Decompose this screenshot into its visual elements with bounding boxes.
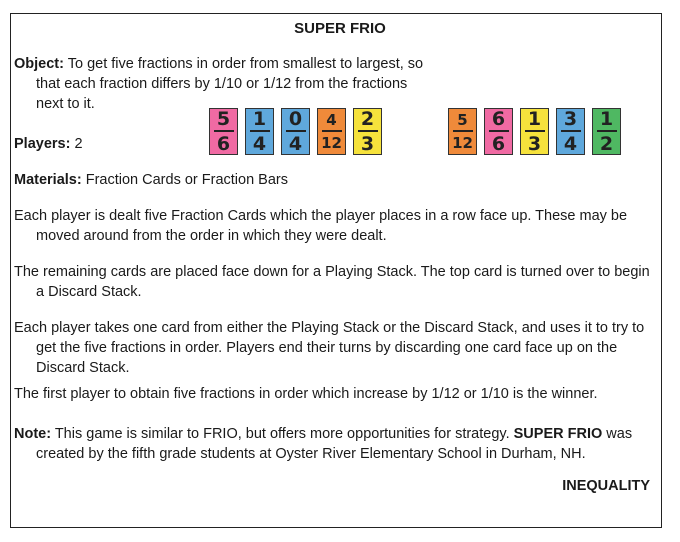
fraction-numerator: 6: [491, 108, 506, 130]
fraction-denominator: 3: [360, 133, 375, 155]
object-text: To get five fractions in order from smallest to largest, so that each fraction differs by 1/10 or 1/12 from the fractions next to it.: [36, 56, 424, 112]
turn-paragraph: Each player takes one card from either the Playing Stack or the Discard Stack, and uses it to try to get the five fractions in order. Players end their turns by discarding one card face up on the Discard Stack.: [14, 320, 645, 376]
fraction-bar: [525, 130, 545, 132]
fraction-bar: [322, 130, 342, 132]
materials-text: Fraction Cards or Fraction Bars: [81, 172, 288, 188]
fraction-card: [484, 108, 513, 155]
winner-paragraph: The first player to obtain five fractions in order which increase by 1/12 or 1/10 is the winner.: [14, 386, 598, 402]
fraction-denominator: 3: [527, 133, 542, 155]
category-footer: INEQUALITY: [562, 478, 650, 494]
note-paragraph: [14, 424, 659, 464]
stack-paragraph: The remaining cards are placed face down for a Playing Stack. The top card is turned over to begin a Discard Stack.: [14, 264, 650, 300]
fraction-denominator: 4: [252, 133, 267, 155]
fraction-card: [245, 108, 274, 155]
fraction-numerator: 1: [527, 108, 542, 130]
fraction-bar: [561, 130, 581, 132]
note-label: Note:: [14, 426, 52, 442]
fraction-numerator: 1: [252, 108, 267, 130]
materials-paragraph: [14, 170, 659, 190]
fraction-cards-hand-2: [448, 108, 621, 155]
fraction-card: [317, 108, 346, 155]
fraction-numerator: 5: [216, 108, 231, 130]
fraction-denominator: 2: [599, 133, 614, 155]
fraction-card: [281, 108, 310, 155]
fraction-cards-hand-1: [209, 108, 382, 155]
fraction-bar: [489, 130, 509, 132]
fraction-denominator: 4: [563, 133, 578, 155]
fraction-bar: [453, 130, 473, 132]
fraction-numerator: 1: [599, 108, 614, 130]
players-text: 2: [70, 136, 83, 152]
fraction-denominator: 6: [491, 133, 506, 155]
fraction-card: [520, 108, 549, 155]
deal-paragraph: Each player is dealt five Fraction Cards which the player places in a row face up. These may be moved around from the order in which they were dealt.: [14, 208, 628, 244]
note-text-1: This game is similar to FRIO, but offers more opportunities for strategy.: [51, 426, 514, 442]
fraction-denominator: 4: [288, 133, 303, 155]
object-paragraph: [14, 54, 434, 114]
note-text-2: was created by the fifth grade students at Oyster River Elementary School in Durham, NH.: [36, 426, 633, 462]
fraction-bar: [597, 130, 617, 132]
fraction-bar: [358, 130, 378, 132]
object-label: Object:: [14, 56, 64, 72]
fraction-denominator: 12: [452, 134, 473, 152]
fraction-card: [556, 108, 585, 155]
fraction-card: [353, 108, 382, 155]
fraction-bar: [286, 130, 306, 132]
fraction-denominator: 6: [216, 133, 231, 155]
fraction-numerator: 2: [360, 108, 375, 130]
fraction-numerator: 5: [457, 111, 468, 129]
players-label: Players:: [14, 136, 71, 152]
fraction-card: [592, 108, 621, 155]
fraction-bar: [214, 130, 234, 132]
fraction-numerator: 4: [326, 111, 337, 129]
materials-label: Materials:: [14, 172, 82, 188]
fraction-numerator: 3: [563, 108, 578, 130]
fraction-bar: [250, 130, 270, 132]
fraction-denominator: 12: [321, 134, 342, 152]
fraction-numerator: 0: [288, 108, 303, 130]
page-title: SUPER FRIO: [294, 20, 386, 37]
note-game-name: SUPER FRIO: [513, 426, 603, 442]
fraction-card: [209, 108, 238, 155]
fraction-card: [448, 108, 477, 155]
